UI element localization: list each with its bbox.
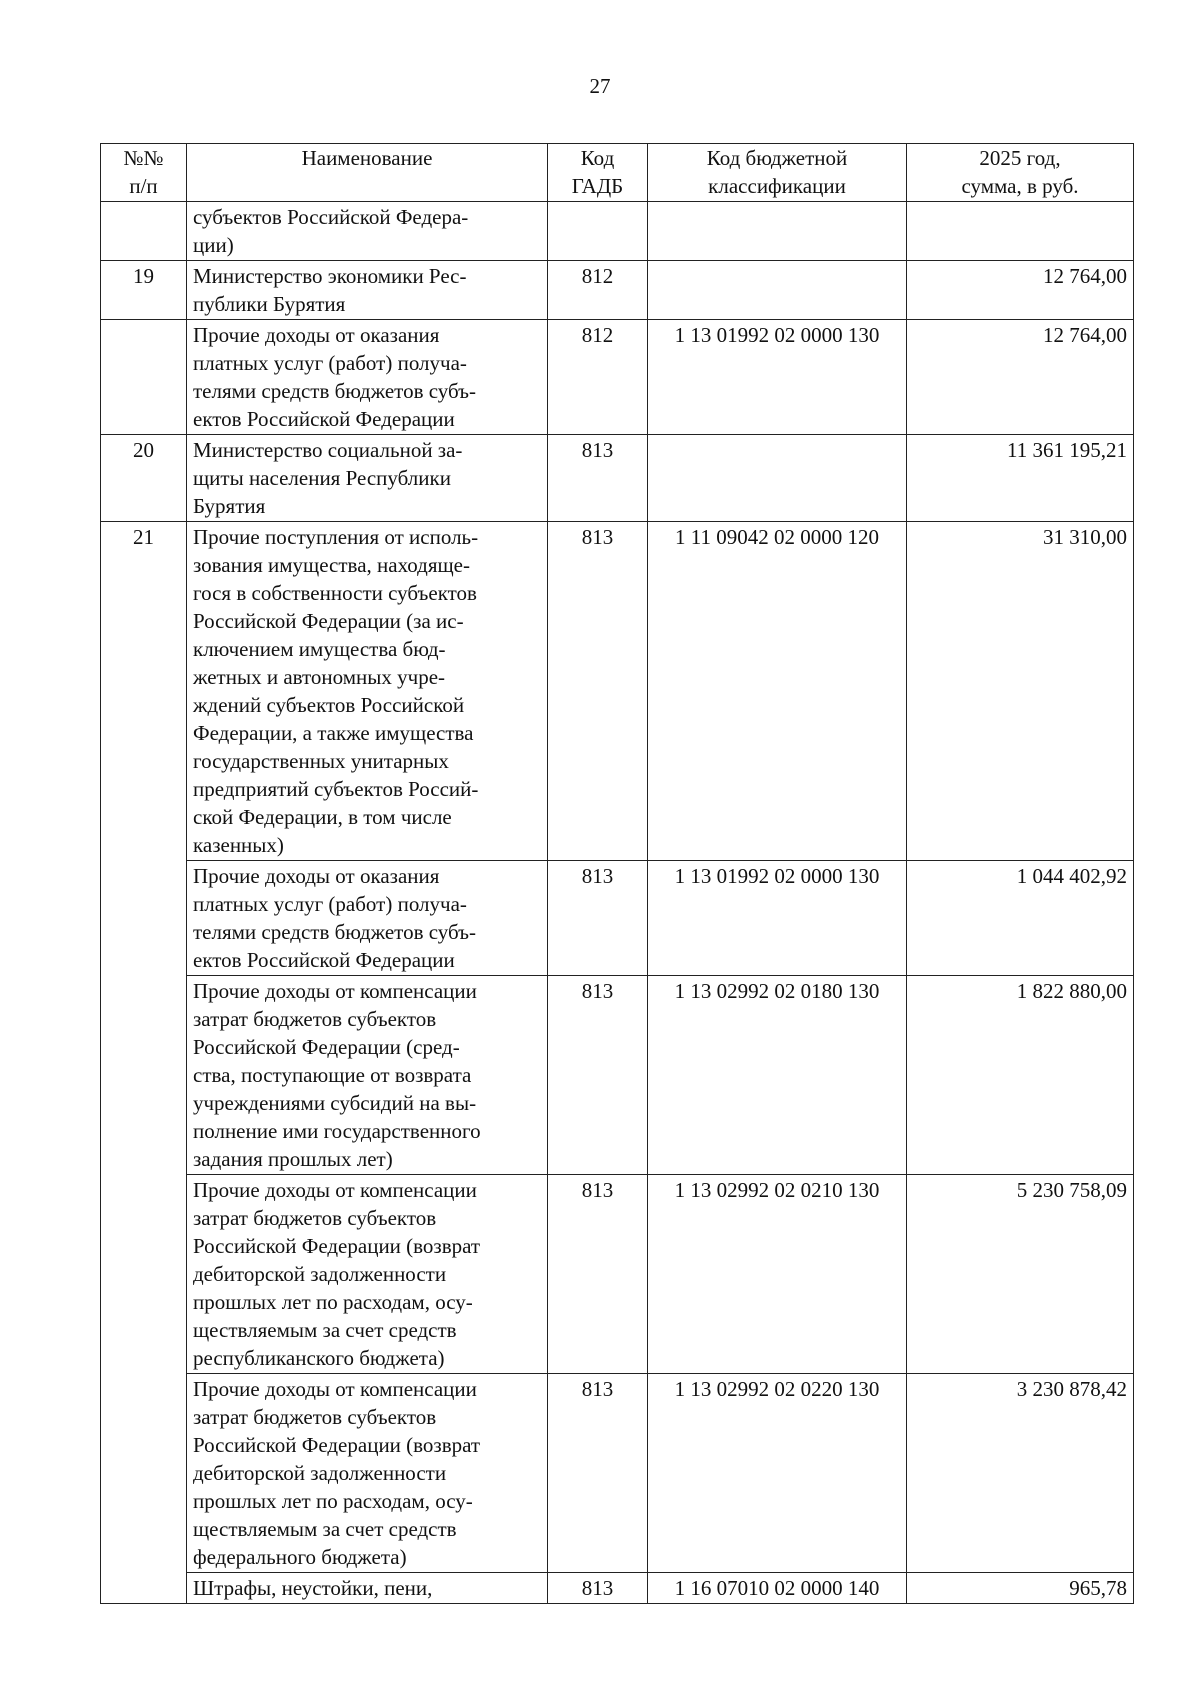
table-row	[101, 1374, 1134, 1573]
cell-sum: 3 230 878,42	[907, 1374, 1134, 1573]
table-row	[101, 1573, 1134, 1604]
cell-kbk	[648, 202, 907, 261]
cell-name: субъектов Российской Федера- ции)	[187, 202, 548, 261]
cell-name: Прочие доходы от оказания платных услуг (работ) получа- телями средств бюджетов субъ- ектов Российской Федерации	[187, 320, 548, 435]
cell-sum	[907, 202, 1134, 261]
cell-kbk	[648, 261, 907, 320]
cell-gadb: 813	[548, 861, 648, 976]
cell-sum: 965,78	[907, 1573, 1134, 1604]
table-row	[101, 202, 1134, 261]
cell-gadb: 812	[548, 261, 648, 320]
table-row	[101, 976, 1134, 1175]
header-num: №№ п/п	[101, 144, 187, 202]
table-row	[101, 320, 1134, 435]
cell-sum: 5 230 758,09	[907, 1175, 1134, 1374]
cell-name: Министерство социальной за- щиты населения Республики Бурятия	[187, 435, 548, 522]
cell-gadb: 813	[548, 1573, 648, 1604]
cell-num: 19	[101, 261, 187, 320]
cell-num-merged: 21	[101, 522, 187, 1604]
cell-kbk: 1 13 02992 02 0180 130	[648, 976, 907, 1175]
budget-revenue-table	[100, 143, 1134, 1604]
cell-name: Прочие доходы от компенсации затрат бюджетов субъектов Российской Федерации (возврат дебиторской задолженности прошлых лет по расходам, осу- ществляемым за счет средств федерального бюджета)	[187, 1374, 548, 1573]
cell-name: Министерство экономики Рес- публики Бурятия	[187, 261, 548, 320]
cell-gadb: 813	[548, 1374, 648, 1573]
table-row	[101, 522, 1134, 861]
cell-kbk	[648, 435, 907, 522]
header-gadb: Код ГАДБ	[548, 144, 648, 202]
cell-gadb: 813	[548, 1175, 648, 1374]
cell-kbk: 1 16 07010 02 0000 140	[648, 1573, 907, 1604]
cell-name: Штрафы, неустойки, пени,	[187, 1573, 548, 1604]
cell-sum: 11 361 195,21	[907, 435, 1134, 522]
page-number: 27	[589, 74, 611, 98]
table-header-row	[101, 144, 1134, 202]
cell-num	[101, 202, 187, 261]
cell-gadb: 812	[548, 320, 648, 435]
cell-sum: 1 822 880,00	[907, 976, 1134, 1175]
cell-gadb: 813	[548, 522, 648, 861]
header-kbk: Код бюджетной классификации	[648, 144, 907, 202]
cell-sum: 1 044 402,92	[907, 861, 1134, 976]
header-sum: 2025 год, сумма, в руб.	[907, 144, 1134, 202]
cell-kbk: 1 11 09042 02 0000 120	[648, 522, 907, 861]
cell-gadb: 813	[548, 435, 648, 522]
table-row	[101, 435, 1134, 522]
cell-gadb: 813	[548, 976, 648, 1175]
cell-name: Прочие доходы от компенсации затрат бюджетов субъектов Российской Федерации (сред- ства, поступающие от возврата учреждениями субсидий на вы- полнение ими государственного задания прошлых лет)	[187, 976, 548, 1175]
cell-num: 20	[101, 435, 187, 522]
cell-name: Прочие доходы от оказания платных услуг (работ) получа- телями средств бюджетов субъ- ектов Российской Федерации	[187, 861, 548, 976]
cell-sum: 12 764,00	[907, 261, 1134, 320]
cell-name: Прочие поступления от исполь- зования имущества, находяще- гося в собственности субъектов Российской Федерации (за ис- ключением имущества бюд- жетных и автономных учре- ждений субъектов Российской Федерации, а также имущества государственных унитарных предприятий субъектов Россий- ской Федерации, в том числе казенных)	[187, 522, 548, 861]
cell-kbk: 1 13 01992 02 0000 130	[648, 861, 907, 976]
cell-name: Прочие доходы от компенсации затрат бюджетов субъектов Российской Федерации (возврат дебиторской задолженности прошлых лет по расходам, осу- ществляемым за счет средств республиканского бюджета)	[187, 1175, 548, 1374]
cell-num	[101, 320, 187, 435]
cell-gadb	[548, 202, 648, 261]
table-row	[101, 1175, 1134, 1374]
cell-sum: 31 310,00	[907, 522, 1134, 861]
header-name: Наименование	[187, 144, 548, 202]
cell-kbk: 1 13 01992 02 0000 130	[648, 320, 907, 435]
cell-kbk: 1 13 02992 02 0220 130	[648, 1374, 907, 1573]
cell-kbk: 1 13 02992 02 0210 130	[648, 1175, 907, 1374]
table-row	[101, 261, 1134, 320]
cell-sum: 12 764,00	[907, 320, 1134, 435]
table-row	[101, 861, 1134, 976]
